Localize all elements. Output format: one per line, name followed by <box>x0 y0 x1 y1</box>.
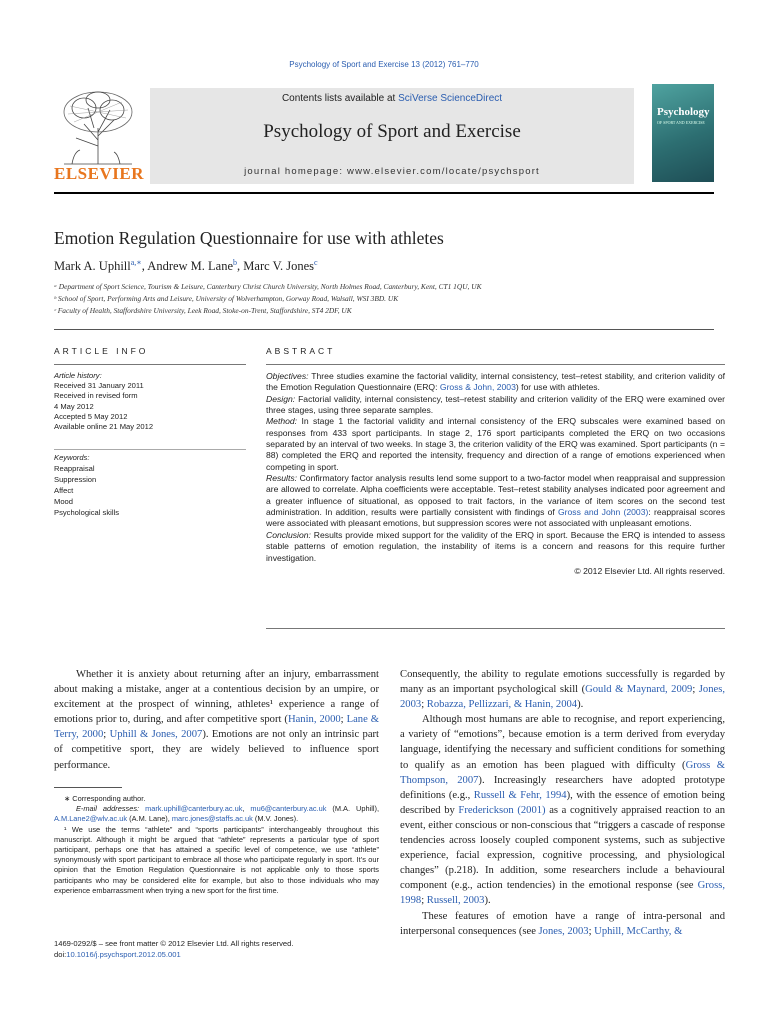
journal-citation[interactable]: Psychology of Sport and Exercise 13 (2012) 761–770 <box>289 60 479 69</box>
keyword: Suppression <box>54 475 97 484</box>
homepage-url[interactable]: www.elsevier.com/locate/psychsport <box>347 166 540 177</box>
cover-subtitle: OF SPORT AND EXERCISE <box>657 120 705 125</box>
journal-banner <box>150 88 634 184</box>
contents-availability <box>150 93 634 104</box>
header-divider <box>54 192 714 194</box>
author-affiliation-mark[interactable]: a,∗ <box>130 258 142 267</box>
journal-homepage <box>150 166 634 177</box>
paragraph-text: These features of emotion have a range of intra-personal and interpersonal consequences (see <box>400 910 725 937</box>
reference-link[interactable]: Gross & Thompson, 2007 <box>400 759 725 786</box>
paragraph-text: ), with the essence of emotion being described by <box>400 789 725 816</box>
conclusion-label: Conclusion: <box>266 529 311 540</box>
reference-link[interactable]: Jones, 2003 <box>400 684 725 711</box>
author-name[interactable]: Mark A. Uphill <box>54 259 131 274</box>
keyword: Psychological skills <box>54 508 119 517</box>
paragraph-text: Whether it is anxiety about returning after an injury, embarrassment about making a mistake, anger at a contentious decision by an umpire, or excitement at the prospect of winning, athletes¹ experience a range of emotions prior to, during, and after competitive sport ( <box>54 669 379 726</box>
author-separator: , <box>141 259 148 274</box>
reference-link[interactable]: Robazza, Pellizzari, & Hanin, 2004 <box>426 699 578 711</box>
abstract-design <box>266 394 725 417</box>
copyright-notice: © 2012 Elsevier Ltd. All rights reserved. <box>574 565 725 576</box>
history-item: Received 31 January 2011 <box>54 381 144 391</box>
sciencedirect-link[interactable]: SciVerse ScienceDirect <box>398 93 503 104</box>
reference-link[interactable]: Gould & Maynard, 2009 <box>585 684 693 696</box>
homepage-prefix: journal homepage: <box>244 166 348 177</box>
reference-link[interactable]: Russell, 2003 <box>426 895 485 907</box>
abstract-conclusion <box>266 530 725 564</box>
front-matter-info <box>54 938 293 960</box>
email-owner: (M.V. Jones). <box>254 814 299 824</box>
email-link[interactable]: A.M.Lane2@wlv.ac.uk <box>54 814 128 824</box>
email-label: E-mail addresses: <box>76 804 140 814</box>
email-owner: (M.A. Uphill), <box>332 804 379 814</box>
email-owner: (A.M. Lane), <box>129 814 170 824</box>
email-link[interactable]: marc.jones@staffs.ac.uk <box>171 814 253 824</box>
history-label: Article history: <box>54 371 102 380</box>
keywords-divider <box>54 449 246 450</box>
body-column-left <box>54 667 379 773</box>
abstract-results <box>266 473 725 530</box>
footnote-1: ¹ We use the terms “athlete” and “sports participants” interchangeably throughout this manuscript. Although it might be argued that “athlete” represents a particular type of sport participant, perhaps one that has attained a specific level of competence, we use “athlete” synonymously with sport participant to embrace all those who participate regularly in sport. It’s our opinion that the Emotion Regulation Questionnaire is not applicable only to those sports participants who may be considered elite for example, but also to those individuals who may experience embarrassment when trying a new sport for the first time. <box>54 824 379 895</box>
author-list <box>54 258 318 274</box>
keyword: Affect <box>54 486 74 495</box>
conclusion-text: Results provide mixed support for the validity of the ERQ in sport. Because the ERQ is intended to assess stable patterns of emotion regulation, the instability of items is a concern and reasons for this require further investigation. <box>266 529 725 563</box>
author-affiliation-mark[interactable]: b <box>233 258 238 267</box>
objectives-text-end: ) for use with athletes. <box>515 382 600 393</box>
author-affiliation-mark[interactable]: c <box>314 258 318 267</box>
paragraph-text: as a cognitively appraised reaction to an event, either conscious or non-conscious that “triggers a cascade of response tendencies across loosely coupled component systems, such as subjective experience, facial expression, cognitive processing, and physiological changes” (p.218). In addition, some researchers include a behavioural component (e.g., action tendencies) in the emotional response (see <box>400 804 726 892</box>
reference-link[interactable]: Jones, 2003 <box>538 925 589 937</box>
email-link[interactable]: mu6@canterbury.ac.uk <box>250 804 327 814</box>
abstract-method <box>266 416 725 473</box>
doi-link[interactable]: 10.1016/j.psychsport.2012.05.001 <box>66 950 181 959</box>
history-item: Accepted 5 May 2012 <box>54 411 128 421</box>
author-separator: , <box>237 259 244 274</box>
objectives-text: Three studies examine the factorial validity, internal consistency, test–retest stability, and criterion validity of the Emotion Regulation Questionnaire (ERQ: <box>266 371 725 393</box>
reference-link[interactable]: Lane & Terry, 2000 <box>54 714 380 741</box>
reference-link[interactable]: Frederickson (2001) <box>458 804 546 816</box>
method-text: In stage 1 the factorial validity and internal consistency of the ERQ subscales were examined based on responses from 433 sport participants. In stage 2, 176 sport participants completed the ERQ on two occasions separated by an interval of two weeks. In stage 3, the criterion validity of the ERQ was examined. Sport participants (n = 88) completed the ERQ and reported the intensity, frequency and direction of a range of emotions experienced when competing in sport. <box>266 416 726 472</box>
results-label: Results: <box>266 473 298 484</box>
article-info-divider <box>54 364 246 365</box>
article-info-heading: ARTICLE INFO <box>54 346 149 356</box>
results-text: Confirmatory factor analysis results lend some support to a two-factor model when reappraisal and suppression are allowed to correlate. Alpha coefficients were acceptable. Test–retest stability analyses indicated poor agreement and a greater influence of situational, as opposed to trait factors, in the variance of item scores on the second test administration. In addition, results were partially consistent with findings of <box>266 473 725 518</box>
history-item: 4 May 2012 <box>54 401 94 411</box>
keywords-label: Keywords: <box>54 453 90 462</box>
footnotes <box>54 794 379 896</box>
affiliation: ᶜ Faculty of Health, Staffordshire University, Leek Road, Stoke-on-Trent, Staffordshire, ST4 2DF, UK <box>54 306 352 315</box>
reference-link[interactable]: Uphill, McCarthy, & <box>594 925 683 937</box>
continued-paragraph: Consequently, the ability to regulate emotions successfully is regarded by many as an important psychological skill (Gould & Maynard, 2009; Jones, 2003; Robazza, Pellizzari, & Hanin, 2004). <box>400 669 725 711</box>
paragraph-text: ). Emotions are not only an intrinsic part of competitive sport, they are widely believed to influence sport performance. <box>54 729 379 771</box>
reference-link[interactable]: Gross, 1998 <box>400 880 725 907</box>
keyword: Mood <box>54 497 73 506</box>
results-text-end: : reappraisal scores were associated with pleasant emotions, but suppression scores were not associated with unpleasant emotions. <box>266 507 725 529</box>
issn-line: 1469-0292/$ – see front matter © 2012 Elsevier Ltd. All rights reserved. <box>54 939 294 948</box>
paper-title: Emotion Regulation Questionnaire for use with athletes <box>54 228 444 248</box>
email-addresses: E-mail addresses: mark.uphill@canterbury.ac.uk, mu6@canterbury.ac.uk (M.A. Uphill), A.M.Lane2@wlv.ac.uk (A.M. Lane), marc.jones@staffs.ac.uk (M.V. Jones). <box>54 804 379 824</box>
affiliation: ᵇ School of Sport, Performing Arts and Leisure, University of Wolverhampton, Gorway Road, Walsall, WSI 3BD. UK <box>54 294 399 303</box>
design-text: Factorial validity, internal consistency, test–retest stability and criterion validity of the ERQ were examined over three stages, using three separate samples. <box>266 393 725 416</box>
paragraph-text: Consequently, the ability to regulate emotions successfully is regarded by many as an important psychological skill ( <box>400 669 725 696</box>
reference-link[interactable]: Hanin, 2000 <box>287 714 341 726</box>
reference-link[interactable]: Russell & Fehr, 1994 <box>473 789 567 801</box>
abstract-divider <box>266 364 725 365</box>
doi-prefix: doi: <box>54 950 67 959</box>
abstract-objectives <box>266 371 725 394</box>
paragraph-text: Although most humans are able to recognise, and report experiencing, a variety of “emotions”, because emotion is a term derived from everyday language, identifying the necessary and sufficient conditions for something to qualify as an emotion has been plagued with difficulty ( <box>400 714 725 771</box>
keyword: Reappraisal <box>54 464 95 473</box>
affiliation: ᵃ Department of Sport Science, Tourism & Leisure, Canterbury Christ Church University, North Holmes Road, Canterbury, Kent, CT1 1QU, UK <box>54 282 482 291</box>
method-label: Method: <box>266 416 298 427</box>
objectives-label: Objectives: <box>266 371 309 381</box>
footnote-divider <box>54 787 122 788</box>
abstract-body <box>266 371 725 577</box>
reference-link[interactable]: Gross and John (2003) <box>557 507 649 518</box>
contents-prefix: Contents lists available at <box>281 93 399 104</box>
author-name[interactable]: Andrew M. Lane <box>147 259 234 274</box>
abstract-heading: ABSTRACT <box>266 346 336 356</box>
email-link[interactable]: mark.uphill@canterbury.ac.uk <box>145 804 243 814</box>
abstract-bottom-divider <box>266 628 725 629</box>
article-history <box>54 371 246 432</box>
emotion-definition-paragraph: Although most humans are able to recognise, and report experiencing, a variety of “emotions”, because emotion is a term derived from everyday language, identifying the necessary and sufficient conditions for something to qualify as an emotion has been plagued with difficulty (Gross & Thompson, 2007). Increasingly researchers have adopted prototype definitions (e.g., Russell & Fehr, 1994), with the essence of emotion being described by Frederickson (2001) as a cognitively appraised reaction to an event, either conscious or non-conscious that “triggers a cascade of response tendencies across loosely coupled component systems, such as subjective experience, facial expression, cognitive processing, and physiological changes” (p.218). In addition, some researchers include a behavioural component (e.g., action tendencies) in the emotional response (see Gross, 1998; Russell, 2003). <box>400 714 726 907</box>
author-name[interactable]: Marc V. Jones <box>243 259 315 274</box>
reference-link[interactable]: Uphill & Jones, 2007 <box>109 729 203 741</box>
tree-logo-icon <box>54 88 142 166</box>
corresponding-author-note: ∗ Corresponding author. <box>64 794 146 803</box>
body-column-right <box>400 667 725 939</box>
elsevier-logo[interactable] <box>54 88 142 184</box>
keywords <box>54 452 246 518</box>
title-divider <box>54 329 714 330</box>
reference-link[interactable]: Gross & John, 2003 <box>439 382 516 393</box>
history-item: Received in revised form <box>54 391 138 401</box>
cover-title: Psychology <box>657 106 710 118</box>
journal-title: Psychology of Sport and Exercise <box>263 121 521 142</box>
design-label: Design: <box>266 393 296 404</box>
doi-line <box>54 949 293 960</box>
intro-paragraph: Whether it is anxiety about returning after an injury, embarrassment about making a mistake, anger at a contentious decision by an umpire, or excitement at the prospect of winning, athletes¹ experience a range of emotions prior to, during, and after competitive sport (Hanin, 2000; Lane & Terry, 2000; Uphill & Jones, 2007). Emotions are not only an intrinsic part of competitive sport, they are widely believed to influence sport performance. <box>54 669 380 771</box>
paragraph-text: ). Increasingly researchers have adopted prototype definitions (e.g., <box>400 774 726 801</box>
history-item: Available online 21 May 2012 <box>54 422 154 432</box>
elsevier-wordmark: ELSEVIER <box>54 164 144 183</box>
consequences-paragraph: These features of emotion have a range of intra-personal and interpersonal consequences (see Jones, 2003; Uphill, McCarthy, & <box>400 910 725 937</box>
journal-cover-thumbnail[interactable] <box>652 84 714 182</box>
